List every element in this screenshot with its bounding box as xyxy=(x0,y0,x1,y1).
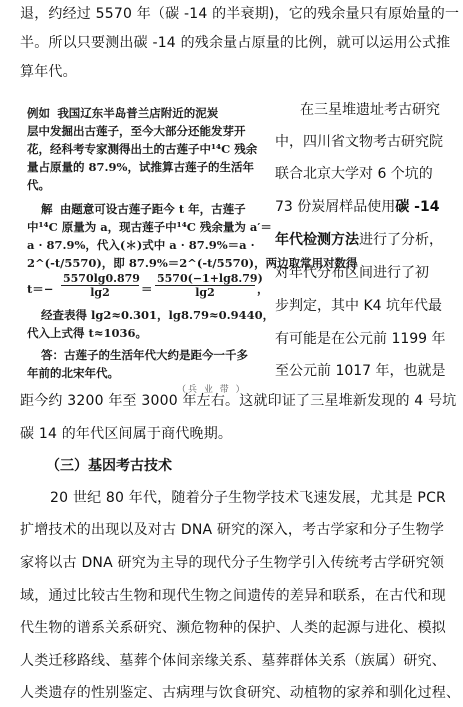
formula-prefix: t＝− xyxy=(27,282,54,296)
bold-term: 年代检测方法 xyxy=(275,232,359,248)
right-column-line: 中，四川省文物考古研究院 xyxy=(275,134,443,150)
solution-line: a · 87.9%，代入(＊)式中 a · 87.9%＝a · xyxy=(27,238,255,252)
solution-label: 解 xyxy=(41,202,53,216)
example-problem-text: 我国辽东半岛普兰店附近的泥炭 xyxy=(57,106,219,120)
paragraph-line: 代生物的谱系关系研究、濒危物种的保护、人类的起源与进化、模拟 xyxy=(20,620,446,636)
paragraph-line: 人类遗存的性别鉴定、古病理与饮食研究、动植物的家养和驯化过程、 xyxy=(20,685,461,701)
section-heading: （三）基因考古技术 xyxy=(46,458,172,474)
right-column-line: 对年代分布区间进行了初 xyxy=(275,265,429,281)
paragraph-line: 算年代。 xyxy=(20,64,77,80)
paragraph-line: 人类迁移路线、墓葬个体间亲缘关系、墓葬群体关系（族属）研究、 xyxy=(20,653,446,669)
fraction-numerator: 5570(−1+lg8.79) xyxy=(157,272,263,285)
right-column-text: 73 份炭屑样品使用 xyxy=(275,199,396,215)
answer-label: 答： xyxy=(41,348,64,362)
solution-line xyxy=(41,200,246,218)
right-column-line: 至公元前 1017 年，也就是 xyxy=(275,363,446,379)
solution-line: 中¹⁴C 原量为 a，现古莲子中¹⁴C 残余量为 a′＝ xyxy=(27,220,272,234)
example-line: 代。 xyxy=(27,178,50,192)
answer-line xyxy=(41,346,248,364)
formula-fraction xyxy=(155,272,263,299)
example-line: 量占原量的 87.9%，试推算古莲子的生活年 xyxy=(27,160,254,174)
answer-line: 年前的北宋年代。 xyxy=(27,366,119,380)
solution-line: 2^(-t/5570)，即 87.9%＝2^(-t/5570)，两边取常用对数得 xyxy=(27,256,358,270)
right-column-text: 进行了分析， xyxy=(359,232,443,248)
bold-term: 碳 -14 xyxy=(395,199,440,215)
lookup-line: 代入上式得 t≈1036。 xyxy=(27,326,147,340)
right-column-line xyxy=(275,197,439,217)
paragraph-line: 半。所以只要测出碳 -14 的残余量占原量的比例，就可以运用公式推 xyxy=(20,35,451,51)
formula-fraction xyxy=(61,272,139,299)
clipped-text: （兵 业 带 ） xyxy=(177,385,247,395)
paragraph-line: 距今约 3200 年至 3000 年左右。这就印证了三星堆新发现的 4 号坑 xyxy=(20,393,457,409)
example-line: 花，经科考专家测得出土的古莲子中¹⁴C 残余 xyxy=(27,142,258,156)
fraction-denominator: lg2 xyxy=(90,286,110,299)
paragraph-line: 退，约经过 5570 年（碳 -14 的半衰期)，它的残余量只有原始量的一 xyxy=(20,6,460,22)
formula-equals: ＝ xyxy=(141,282,153,296)
paragraph-line: 20 世纪 80 年代，随着分子生物学技术飞速发展，尤其是 PCR xyxy=(50,490,446,506)
paragraph-line: 域，通过比较古生物和现代生物之间遗传的差异和联系，在古代和现 xyxy=(20,588,446,604)
paragraph-line: 扩增技术的出现以及对古 DNA 研究的深入，考古学家和分子生物学 xyxy=(20,522,445,538)
example-label: 例如 xyxy=(27,106,50,120)
paragraph-line: 家将以古 DNA 研究为主导的现代分子生物学引入传统考古学研究领 xyxy=(20,555,445,571)
right-column-line xyxy=(275,230,443,250)
fraction-numerator: 5570lg0.879 xyxy=(63,272,140,285)
lookup-line: 经查表得 lg2≈0.301，lg8.79≈0.9440， xyxy=(41,308,275,322)
answer-text: 古莲子的生活年代大约是距今一千多 xyxy=(64,348,248,362)
right-column-line: 步判定，其中 K4 坑年代最 xyxy=(275,298,442,314)
paragraph-line: 碳 14 的年代区间属于商代晚期。 xyxy=(20,426,233,442)
example-line: 层中发掘出古莲子，至今大部分还能发芽开 xyxy=(27,124,246,138)
example-line xyxy=(27,104,218,122)
formula-suffix: ， xyxy=(257,282,269,296)
solution-text: 由题意可设古莲子距今 t 年，古莲子 xyxy=(59,202,246,216)
right-column-line: 在三星堆遗址考古研究 xyxy=(300,102,440,118)
right-column-line: 联合北京大学对 6 个坑的 xyxy=(275,166,433,182)
right-column-line: 有可能是在公元前 1199 年 xyxy=(275,331,446,347)
fraction-denominator: lg2 xyxy=(195,286,215,299)
